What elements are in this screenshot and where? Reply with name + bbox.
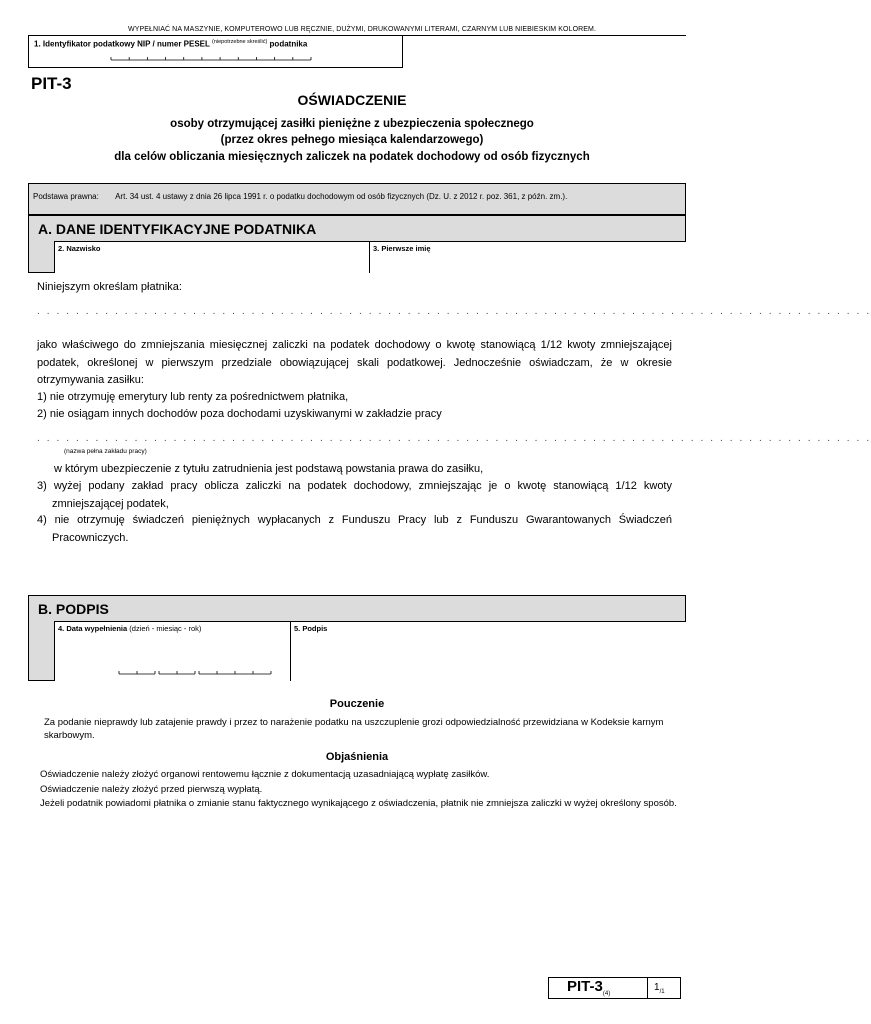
legal-basis-box: [28, 183, 686, 215]
declaration-item-2-continued: w którym ubezpieczenie z tytułu zatrudnienia jest podstawą powstania prawa do zasiłku,: [54, 463, 484, 475]
date-cell-ticks: [119, 666, 279, 676]
objasnienia-title: Objaśnienia: [325, 751, 389, 763]
fill-date-label: 4. Data wypełnienia (dzień - miesiąc - rok): [58, 624, 202, 633]
section-a-title: A. DANE IDENTYFIKACYJNE PODATNIKA: [38, 221, 317, 237]
legal-basis: [33, 192, 567, 201]
surname-label: 2. Nazwisko: [58, 244, 101, 253]
declaration-paragraph: jako właściwego do zmniejszania miesięcznej zaliczki na podatek dochodowy o kwotę stanowiącą 1/12 kwoty zmniejszającej podatek, określonej w pierwszym przedziale obowiązującej skali podatkowej. Jednocześnie oświadczam, że w okresie otrzymywania zasiłku:: [37, 339, 672, 386]
legal-basis-text: Art. 34 ust. 4 ustawy z dnia 26 lipca 1991 r. o podatku dochodowym od osób fizycznych (Dz. U. z 2012 r. poz. 361, z późn. zm.).: [115, 192, 568, 201]
footer-form-box: [548, 977, 681, 999]
section-a: [28, 215, 686, 273]
declaration-item-4: 4) nie otrzymuję świadczeń pieniężnych wypłacanych z Funduszu Pracy lub z Funduszu Gwarantowanych Świadczeń Pracowniczych.: [37, 514, 672, 544]
section-b: [28, 595, 686, 681]
declaration-item-1: 1) nie otrzymuję emerytury lub renty za pośrednictwem płatnika,: [37, 391, 349, 403]
nip-pesel-field[interactable]: [28, 35, 403, 68]
declaration-item-3: 3) wyżej podany zakład pracy oblicza zaliczki na podatek dochodowy, zmniejszając je o kwotę stanowiącą 1/12 kwoty zmniejszającej podatek,: [37, 480, 672, 510]
document-title: OŚWIADCZENIE: [297, 92, 407, 108]
first-name-field[interactable]: [369, 241, 686, 273]
declaration-item-2: 2) nie osiągam innych dochodów poza dochodami uzyskiwanymi w zakładzie pracy: [37, 408, 442, 420]
footer-form-code: PIT-$3_{(4)}$: [567, 978, 611, 997]
fill-date-field[interactable]: [54, 621, 290, 681]
legal-basis-label: Podstawa prawna:: [33, 192, 99, 201]
subtitle-line-3: dla celów obliczania miesięcznych zaliczek na podatek dochodowy od osób fizycznych: [114, 151, 590, 163]
subtitle-line-2: (przez okres pełnego miesiąca kalendarzowego): [220, 134, 484, 146]
nip-pesel-label: 1. Identyfikator podatkowy NIP / numer PESEL $^{(niepotrzebne skreślić)}$ podatnika: [34, 39, 308, 49]
form-code: PIT-3: [31, 74, 72, 93]
page-number: $1_{/1}$: [647, 978, 665, 998]
payer-dotted-line[interactable]: . . . . . . . . . . . . . . . . . . . . . . . . . . . . . . . . . . . . . . . . . . . . . . . . . . . . . . . . . . . . . . . . . . . . . . . . . . . . . . . . . . . . . .: [37, 306, 871, 317]
objasnienia-p2: Oświadczenie należy złożyć przed pierwszą wypłatą.: [40, 784, 263, 795]
signature-field[interactable]: [290, 621, 686, 681]
first-name-label: 3. Pierwsze imię: [373, 244, 431, 253]
pouczenie-title: Pouczenie: [329, 698, 385, 710]
subtitle-line-1: osoby otrzymującej zasiłki pieniężne z ubezpieczenia społecznego: [170, 118, 534, 130]
nip-cell-ticks: [111, 53, 311, 61]
workplace-dotted-line[interactable]: . . . . . . . . . . . . . . . . . . . . . . . . . . . . . . . . . . . . . . . . . . . . . . . . . . . . . . . . . . . . . . . . . . . . . . . . . . . . . . . . . . . . . .: [37, 433, 871, 444]
workplace-note: (nazwa pełna zakładu pracy): [64, 448, 147, 455]
objasnienia-p3: Jeżeli podatnik powiadomi płatnika o zmianie stanu faktycznego wynikającego z oświadczenia, płatnik nie zmniejsza zaliczki w wyżej określony sposób.: [40, 798, 677, 809]
pouczenie-text: Za podanie nieprawdy lub zatajenie prawdy i przez to narażenie podatku na uszczuplenie grozi odpowiedzialność przewidziana w Kodeksie karnym skarbowym.: [44, 717, 664, 741]
signature-label: 5. Podpis: [294, 624, 328, 633]
surname-field[interactable]: [54, 241, 369, 273]
section-b-title: B. PODPIS: [38, 601, 109, 617]
objasnienia-p1: Oświadczenie należy złożyć organowi rentowemu łącznie z dokumentacją uzasadniającą wypłatę zasiłków.: [40, 769, 490, 780]
fill-instruction: WYPEŁNIAĆ NA MASZYNIE, KOMPUTEROWO LUB RĘCZNIE, DUŻYMI, DRUKOWANYMI LITERAMI, CZARNYM LUB NIEBIESKIM KOLOREM.: [127, 26, 597, 33]
declaration-intro: Niniejszym określam płatnika:: [37, 281, 182, 293]
